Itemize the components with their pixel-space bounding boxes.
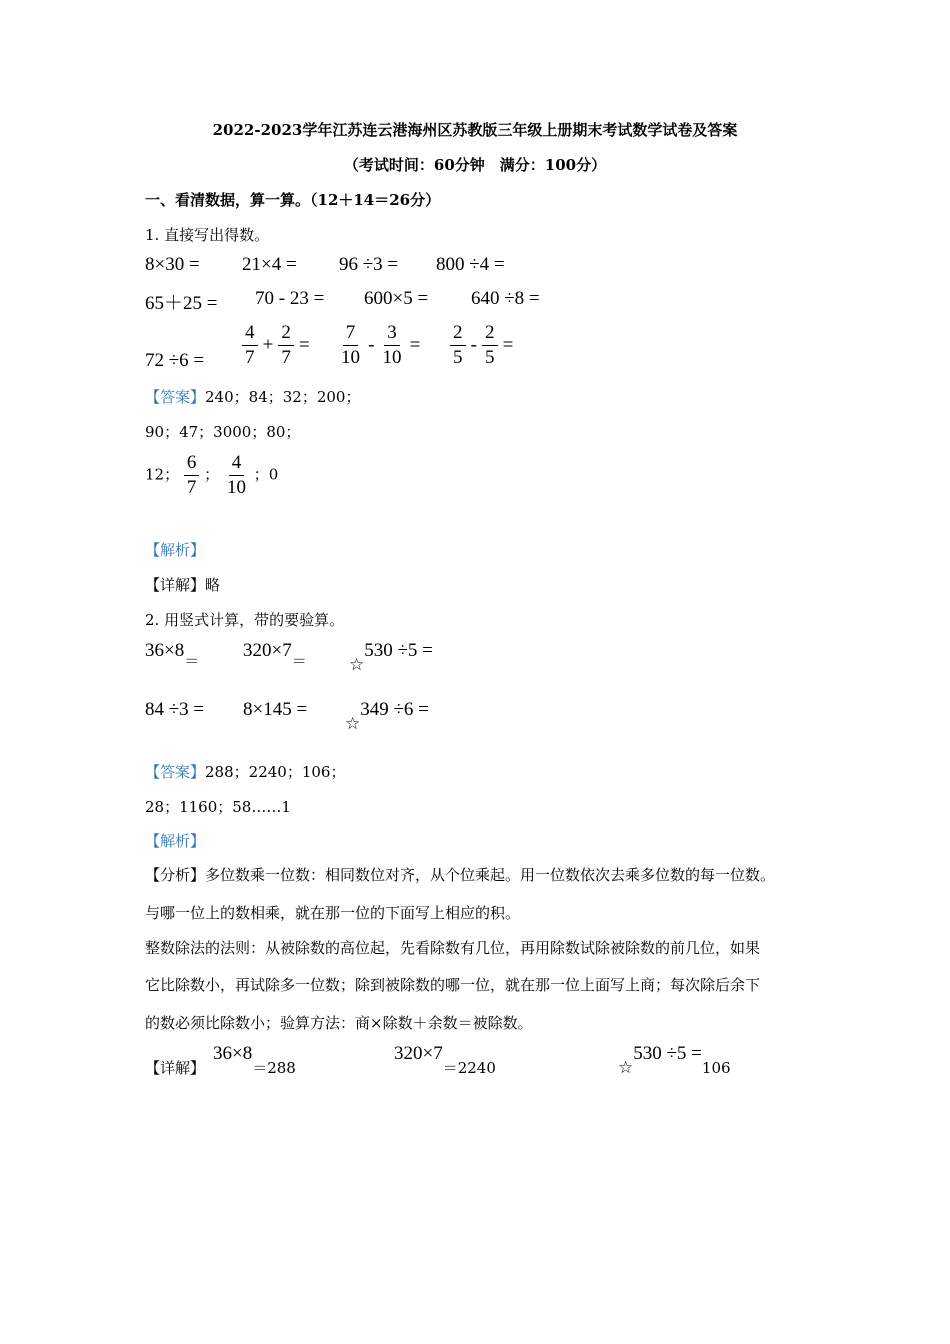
q2-expr-r1c3	[349, 640, 433, 675]
denominator: 10	[341, 347, 360, 368]
q1-expr-r2c3: 600×5 =	[364, 288, 429, 309]
star-icon: ☆	[345, 714, 361, 734]
expression: 36×8	[145, 640, 185, 661]
q2-analysis-line: 的数必须比除数小；验算方法：商×除数＋余数＝被除数。	[145, 1014, 533, 1032]
numerator: 7	[343, 322, 359, 346]
q2-analysis-line: 它比除数小，再试除多一位数；除到被除数的哪一位，就在那一位上面写上商；每次除后余下	[145, 976, 761, 994]
numerator: 2	[278, 322, 294, 346]
q1-expr-r1c3: 96 ÷3 =	[339, 254, 399, 275]
numerator: 2	[482, 322, 498, 346]
result: ＝2240	[442, 1059, 496, 1077]
fraction	[224, 452, 249, 499]
q1-expr-r2c4: 640 ÷8 =	[471, 288, 540, 309]
denominator: 7	[245, 347, 255, 368]
document-title: 2022-2023学年江苏连云港海州区苏教版三年级上册期末考试数学试卷及答案	[212, 121, 738, 139]
q1-expr-r3c1: 72 ÷6 =	[145, 350, 205, 371]
expression: 530 ÷5 =	[364, 640, 433, 661]
equals-sign: ＝	[291, 652, 307, 670]
numerator: 4	[229, 452, 245, 476]
q2-expr-r2c2: 8×145 =	[243, 699, 308, 720]
q2-analysis-line: 整数除法的法则：从被除数的高位起，先看除数有几位，再用除数试除被除数的前几位，如果	[145, 939, 761, 957]
operator: -	[470, 334, 477, 356]
numerator: 4	[242, 322, 258, 346]
result: 106	[701, 1059, 731, 1077]
fraction	[450, 322, 466, 369]
q2-analysis-line: 与哪一位上的数相乘，就在那一位的下面写上相应的积。	[145, 904, 521, 922]
denominator: 5	[453, 347, 463, 368]
question-2-label: 2. 用竖式计算，带的要验算。	[145, 611, 345, 629]
star-icon: ☆	[349, 655, 365, 675]
denominator: 7	[186, 477, 197, 498]
answer-tag: 【答案】	[145, 388, 206, 406]
q1-detail: 【详解】略	[145, 576, 221, 594]
denominator: 10	[226, 477, 246, 498]
q2-analysis-tag: 【解析】	[145, 832, 206, 850]
q1-expr-r1c4: 800 ÷4 =	[436, 254, 505, 275]
denominator: 5	[485, 347, 495, 368]
q1-answer-line-1	[145, 386, 360, 407]
expression: 320×7	[394, 1043, 443, 1064]
fraction	[380, 322, 405, 369]
q1-analysis-tag: 【解析】	[145, 541, 206, 559]
q1-expr-r2c2: 70 - 23 =	[255, 288, 325, 309]
q1-expr-r2c1: 65＋25 =	[145, 293, 218, 314]
fraction	[278, 322, 294, 369]
answer-text: 12；	[145, 465, 180, 484]
answer-tag: 【答案】	[145, 763, 206, 781]
operator: -	[368, 334, 375, 356]
answer-text: 240；84；32；200；	[205, 388, 361, 406]
q2-expr-r2c1: 84 ÷3 =	[145, 699, 205, 720]
star-icon: ☆	[618, 1058, 634, 1078]
numerator: 2	[450, 322, 466, 346]
question-1-label: 1. 直接写出得数。	[145, 226, 270, 244]
expression: 320×7	[243, 640, 292, 661]
expression: 530 ÷5 =	[633, 1043, 702, 1064]
q2-answer-line-2: 28；1160；58……1	[145, 798, 291, 816]
answer-text: 288；2240；106；	[205, 763, 346, 781]
q2-expr-r1c1	[145, 640, 200, 670]
document-subtitle: （考试时间：60分钟 满分：100分）	[343, 156, 607, 174]
q2-detail-item-2	[394, 1043, 496, 1077]
result: ＝288	[252, 1059, 296, 1077]
q1-expr-r1c2: 21×4 =	[242, 254, 297, 275]
q1-fraction-expr-3	[450, 322, 513, 369]
equals-sign: =	[502, 334, 514, 356]
q2-expr-r2c3	[345, 699, 429, 734]
expression: 36×8	[213, 1043, 253, 1064]
q2-detail-item-1	[213, 1043, 296, 1077]
operator: +	[262, 334, 274, 356]
equals-sign: =	[299, 334, 310, 356]
q2-answer-line-1	[145, 761, 345, 782]
q1-answer-line-3	[145, 452, 278, 499]
q1-fraction-expr-2	[338, 322, 420, 369]
q2-detail-tag: 【详解】	[145, 1059, 206, 1077]
answer-text: ；0	[253, 465, 279, 484]
section-heading: 一、看清数据，算一算。（12＋14＝26分）	[145, 191, 441, 209]
numerator: 3	[384, 322, 400, 346]
q1-answer-line-2: 90；47；3000；80；	[145, 423, 301, 441]
q1-expr-r1c1: 8×30 =	[145, 254, 200, 275]
q2-expr-r1c2	[243, 640, 307, 670]
expression: 349 ÷6 =	[360, 699, 429, 720]
equals-sign: =	[409, 334, 421, 356]
q1-fraction-expr-1	[242, 322, 310, 369]
fraction	[482, 322, 498, 369]
equals-sign: ＝	[184, 652, 200, 670]
fraction	[338, 322, 363, 369]
denominator: 10	[382, 347, 402, 368]
q2-detail-item-3	[618, 1043, 731, 1078]
fraction	[184, 452, 200, 499]
separator: ；	[204, 465, 220, 484]
denominator: 7	[281, 347, 291, 368]
numerator: 6	[184, 452, 200, 476]
q2-analysis-line: 【分析】多位数乘一位数：相同数位对齐，从个位乘起。用一位数依次去乘多位数的每一位数。	[145, 866, 776, 884]
fraction	[242, 322, 258, 369]
